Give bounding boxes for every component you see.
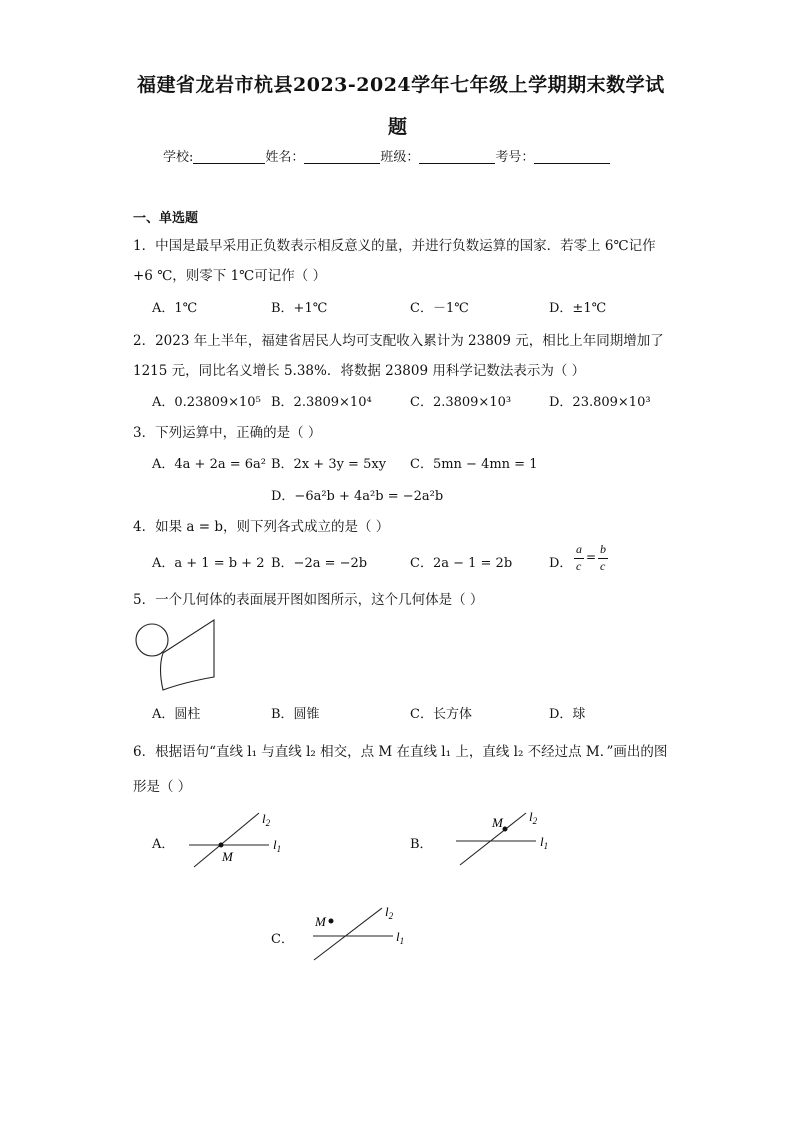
question-3-line1: 3．下列运算中，正确的是（ ） [133, 425, 322, 441]
q3-option-b: B．2x + 3y = 5xy [271, 457, 387, 472]
question-2-line2: 1215 元，同比名义增长 5.38%．将数据 23809 用科学记数法表示为（ ） [133, 363, 586, 379]
q2-option-d: D．23.809×10³ [549, 395, 651, 410]
student-info-row [163, 146, 610, 165]
q5-option-b: B．圆锥 [271, 707, 320, 722]
school-blank [193, 149, 265, 164]
class-label: 班级： [380, 150, 420, 165]
q6-option-a: A． [152, 837, 175, 852]
question-6-line1: 6．根据语句“直线 l₁ 与直线 l₂ 相交，点 M 在直线 l₁ 上，直线 l₂ 不经过点 M．”画出的图 [133, 744, 668, 760]
net-figure [130, 616, 220, 694]
q3-option-d: D．−6a²b + 4a²b = −2a²b [271, 489, 444, 504]
label-l2: $l_2$ [262, 811, 271, 828]
frac-numerator-2: b [600, 542, 606, 556]
q1-option-a: A．1℃ [152, 301, 198, 316]
number-label: 考号： [495, 150, 535, 165]
number-blank [534, 149, 610, 164]
name-blank [304, 149, 380, 164]
q1-option-d: D．±1℃ [549, 301, 607, 316]
label-m: M [315, 914, 326, 929]
q1-option-b: B．+1℃ [271, 301, 328, 316]
label-l1: $l_1$ [540, 834, 549, 851]
school-label: 学校: [163, 150, 194, 165]
q6-option-c: C． [271, 932, 294, 947]
q5-option-c: C．长方体 [410, 707, 472, 722]
label-m: M [492, 815, 503, 830]
page-title-line2: 题 [388, 116, 408, 138]
q1-option-c: C．－1℃ [410, 301, 469, 316]
q2-option-b: B．2.3809×10⁴ [271, 395, 372, 410]
question-6-line2: 形是（ ） [133, 779, 192, 795]
q6-option-b: B． [410, 837, 433, 852]
q4-option-d: D． [549, 556, 573, 571]
q4-option-b: B．−2a = −2b [271, 556, 368, 571]
q2-option-a: A．0.23809×10⁵ [152, 395, 261, 410]
label-l1: $l_1$ [396, 929, 405, 946]
net-circle [136, 624, 168, 656]
q6-figure-b [448, 805, 563, 870]
frac-denominator-2: c [600, 559, 606, 573]
question-4-line1: 4．如果 a = b，则下列各式成立的是（ ） [133, 519, 390, 535]
point-m [329, 919, 334, 924]
q4-option-a: A．a + 1 = b + 2 [152, 556, 265, 571]
frac-numerator-1: a [576, 542, 582, 556]
label-m: M [222, 849, 233, 864]
question-1-line1: 1．中国是最早采用正负数表示相反意义的量，并进行负数运算的国家．若零上 6℃记作 [133, 238, 656, 254]
q5-option-d: D．球 [549, 707, 586, 722]
frac-denominator-1: c [576, 559, 582, 573]
question-5-line1: 5．一个几何体的表面展开图如图所示，这个几何体是（ ） [133, 592, 484, 608]
question-1-line2: +6 ℃，则零下 1℃可记作（ ） [133, 268, 327, 284]
question-2-line1: 2．2023 年上半年，福建省居民人均可支配收入累计为 23809 元，相比上年同期增加了 [133, 333, 664, 349]
q3-option-a: A．4a + 2a = 6a² [152, 457, 266, 472]
q6-figure-a [180, 805, 295, 870]
name-label: 姓名： [265, 150, 305, 165]
q5-option-a: A．圆柱 [152, 707, 201, 722]
label-l2: $l_2$ [529, 809, 538, 826]
page-title-line1: 福建省龙岩市杭县2023-2024学年七年级上学期期末数学试 [137, 74, 665, 96]
frac-equals: = [586, 550, 597, 564]
net-sector [161, 620, 215, 690]
q3-option-c: C．5mn − 4mn = 1 [410, 457, 538, 472]
label-l2: $l_2$ [385, 904, 394, 921]
q4-option-d-fraction [574, 542, 610, 578]
q4-option-c: C．2a − 1 = 2b [410, 556, 513, 571]
point-m [503, 827, 508, 832]
q2-option-c: C．2.3809×10³ [410, 395, 512, 410]
label-l1: $l_1$ [273, 837, 282, 854]
class-blank [419, 149, 495, 164]
section-title: 一、单选题 [133, 211, 199, 226]
q6-figure-c [305, 898, 420, 966]
point-m [219, 843, 224, 848]
